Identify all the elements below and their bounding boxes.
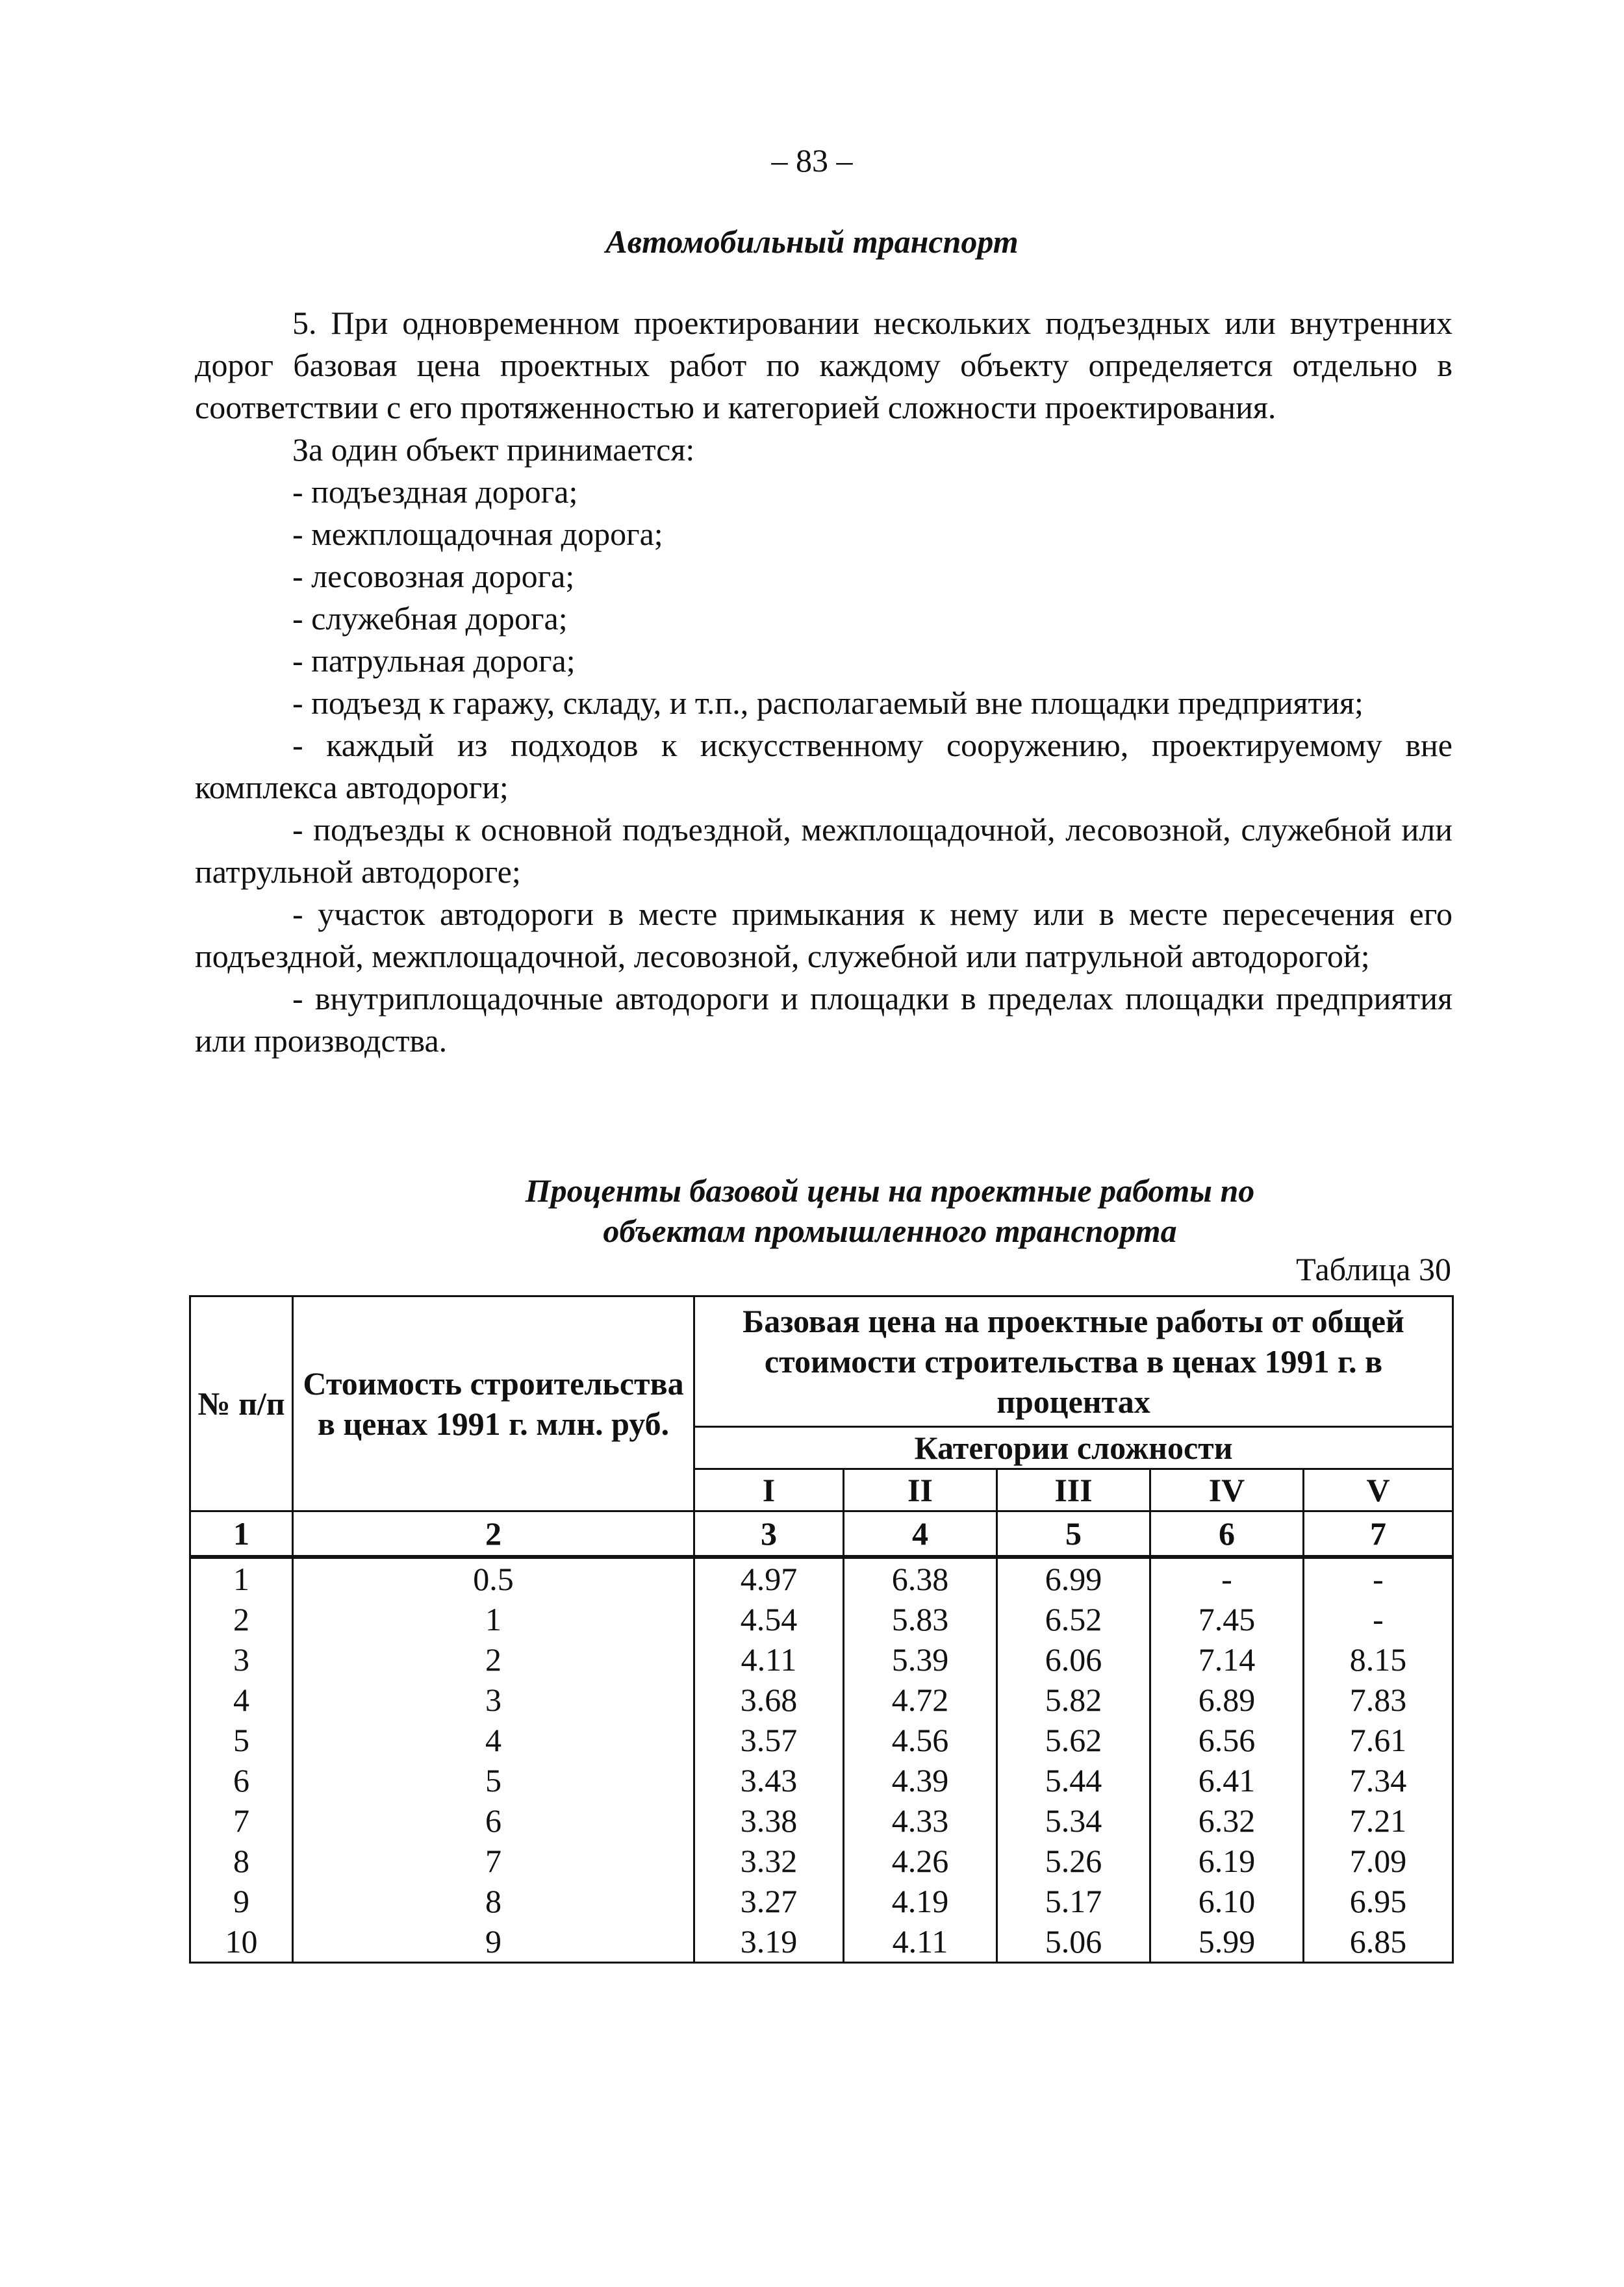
list-item: - подъездная дорога; xyxy=(292,474,578,510)
paragraph: За один объект принимается: xyxy=(292,431,695,468)
table-cell: 6.06 xyxy=(997,1639,1150,1680)
table-cell: 5.83 xyxy=(844,1599,997,1639)
header-number: № п/п xyxy=(190,1296,293,1511)
table-cell: 7 xyxy=(190,1801,293,1841)
column-number-row xyxy=(190,1511,1453,1558)
table-cell: 9 xyxy=(293,1921,694,1963)
page-number: – 83 – xyxy=(771,142,853,179)
list-item: - служебная дорога; xyxy=(292,600,568,637)
table-cell: 5.06 xyxy=(997,1921,1150,1963)
table-row xyxy=(190,1881,1453,1921)
list-item: - подъезды к основной подъездной, межплощадочной, лесовозной, служебной или патрульной автодороге; xyxy=(195,811,1453,890)
table-cell: 5.34 xyxy=(997,1801,1150,1841)
table-cell: 9 xyxy=(190,1881,293,1921)
table-cell: - xyxy=(1150,1557,1304,1599)
header-category-1: I xyxy=(694,1469,844,1511)
table-cell: 0.5 xyxy=(293,1557,694,1599)
table-row xyxy=(190,1760,1453,1801)
header-category-2: II xyxy=(844,1469,997,1511)
table-cell: 5 xyxy=(293,1760,694,1801)
table-cell: 3.27 xyxy=(694,1881,844,1921)
table-cell: 4.54 xyxy=(694,1599,844,1639)
table-cell: 6.32 xyxy=(1150,1801,1304,1841)
table-cell: 4.97 xyxy=(694,1557,844,1599)
table-cell: 6.10 xyxy=(1150,1881,1304,1921)
table-cell: 5 xyxy=(190,1720,293,1760)
table-body xyxy=(190,1511,1453,1963)
table-cell: 6.95 xyxy=(1304,1881,1453,1921)
table-row xyxy=(190,1720,1453,1760)
table-row xyxy=(190,1599,1453,1639)
table-caption xyxy=(0,1170,1624,1251)
table-cell: 1 xyxy=(190,1557,293,1599)
header-category-3: III xyxy=(997,1469,1150,1511)
table-caption-line: объектам промышленного транспорта xyxy=(603,1213,1177,1249)
column-number: 4 xyxy=(844,1511,997,1558)
table-cell: 2 xyxy=(293,1639,694,1680)
table-cell: 4.11 xyxy=(694,1639,844,1680)
list-item: - лесовозная дорога; xyxy=(292,558,575,594)
section-title: Автомобильный транспорт xyxy=(605,223,1019,260)
table-cell: 6.19 xyxy=(1150,1841,1304,1881)
table-cell: 3.57 xyxy=(694,1720,844,1760)
table-row xyxy=(190,1921,1453,1963)
table-row xyxy=(190,1639,1453,1680)
header-base-price: Базовая цена на проектные работы от общей стоимости строительства в ценах 1991 г. в процентах xyxy=(694,1296,1453,1427)
body-text xyxy=(195,302,1453,1062)
list-item: - каждый из подходов к искусственному сооружению, проектируемому вне комплекса автодороги; xyxy=(195,727,1453,805)
table-label: Таблица 30 xyxy=(1296,1251,1451,1287)
table-cell: 5.17 xyxy=(997,1881,1150,1921)
table-cell: 4 xyxy=(190,1680,293,1720)
list-item: - межплощадочная дорога; xyxy=(292,516,663,552)
table-cell: 5.39 xyxy=(844,1639,997,1680)
table-cell: 7.34 xyxy=(1304,1760,1453,1801)
table-caption-line: Проценты базовой цены на проектные работы по xyxy=(525,1172,1255,1209)
table-cell: 6.52 xyxy=(997,1599,1150,1639)
table-cell: 3.68 xyxy=(694,1680,844,1720)
column-number: 2 xyxy=(293,1511,694,1558)
list-item: - патрульная дорога; xyxy=(292,642,576,679)
table-cell: 5.44 xyxy=(997,1760,1150,1801)
header-cost: Стоимость строительства в ценах 1991 г. млн. руб. xyxy=(293,1296,694,1511)
column-number: 7 xyxy=(1304,1511,1453,1558)
table-cell: 6.99 xyxy=(997,1557,1150,1599)
table-cell: 7.45 xyxy=(1150,1599,1304,1639)
table-cell: 2 xyxy=(190,1599,293,1639)
column-number: 3 xyxy=(694,1511,844,1558)
table-cell: 7.09 xyxy=(1304,1841,1453,1881)
table-cell: 4 xyxy=(293,1720,694,1760)
table-cell: 5.62 xyxy=(997,1720,1150,1760)
list-item: - подъезд к гаражу, складу, и т.п., располагаемый вне площадки предприятия; xyxy=(292,685,1364,721)
table-cell: 6.85 xyxy=(1304,1921,1453,1963)
table-cell: 3.32 xyxy=(694,1841,844,1881)
table-cell: 4.56 xyxy=(844,1720,997,1760)
column-number: 1 xyxy=(190,1511,293,1558)
table-cell: 7.14 xyxy=(1150,1639,1304,1680)
table-cell: 3 xyxy=(293,1680,694,1720)
table-cell: 5.26 xyxy=(997,1841,1150,1881)
paragraph: 5. При одновременном проектировании нескольких подъездных или внутренних дорог базовая цена проектных работ по каждому объекту определяется отдельно в соответствии с его протяженностью и категорией сложности проектирования. xyxy=(195,305,1453,425)
table-cell: - xyxy=(1304,1557,1453,1599)
table-cell: 6.56 xyxy=(1150,1720,1304,1760)
table-cell: 10 xyxy=(190,1921,293,1963)
table-row xyxy=(190,1557,1453,1599)
table-row xyxy=(190,1801,1453,1841)
table-cell: 5.99 xyxy=(1150,1921,1304,1963)
column-number: 6 xyxy=(1150,1511,1304,1558)
table-cell: 5.82 xyxy=(997,1680,1150,1720)
table-cell: 4.39 xyxy=(844,1760,997,1801)
table-cell: 4.11 xyxy=(844,1921,997,1963)
table-cell: 4.19 xyxy=(844,1881,997,1921)
header-categories: Категории сложности xyxy=(694,1427,1453,1469)
header-category-4: IV xyxy=(1150,1469,1304,1511)
table-cell: 7.21 xyxy=(1304,1801,1453,1841)
table-cell: 4.72 xyxy=(844,1680,997,1720)
table-cell: 6 xyxy=(293,1801,694,1841)
price-percent-table xyxy=(189,1295,1454,1964)
table-cell: 8.15 xyxy=(1304,1639,1453,1680)
table-cell: 6.41 xyxy=(1150,1760,1304,1801)
table-cell: 6.89 xyxy=(1150,1680,1304,1720)
list-item: - участок автодороги в месте примыкания к нему или в месте пересечения его подъездной, межплощадочной, лесовозной, служебной или патрульной автодорогой; xyxy=(195,896,1453,974)
table-cell: 7 xyxy=(293,1841,694,1881)
table-cell: 3.19 xyxy=(694,1921,844,1963)
table-cell: 3 xyxy=(190,1639,293,1680)
table-cell: 1 xyxy=(293,1599,694,1639)
list-item: - внутриплощадочные автодороги и площадки в пределах площадки предприятия или производства. xyxy=(195,980,1453,1059)
table-cell: 3.43 xyxy=(694,1760,844,1801)
table-cell: - xyxy=(1304,1599,1453,1639)
table-cell: 4.26 xyxy=(844,1841,997,1881)
table-cell: 4.33 xyxy=(844,1801,997,1841)
table-cell: 7.83 xyxy=(1304,1680,1453,1720)
table-cell: 3.38 xyxy=(694,1801,844,1841)
table-cell: 7.61 xyxy=(1304,1720,1453,1760)
table-row xyxy=(190,1680,1453,1720)
table-cell: 8 xyxy=(293,1881,694,1921)
table-cell: 8 xyxy=(190,1841,293,1881)
header-category-5: V xyxy=(1304,1469,1453,1511)
table-cell: 6 xyxy=(190,1760,293,1801)
column-number: 5 xyxy=(997,1511,1150,1558)
table-cell: 6.38 xyxy=(844,1557,997,1599)
table-row xyxy=(190,1841,1453,1881)
